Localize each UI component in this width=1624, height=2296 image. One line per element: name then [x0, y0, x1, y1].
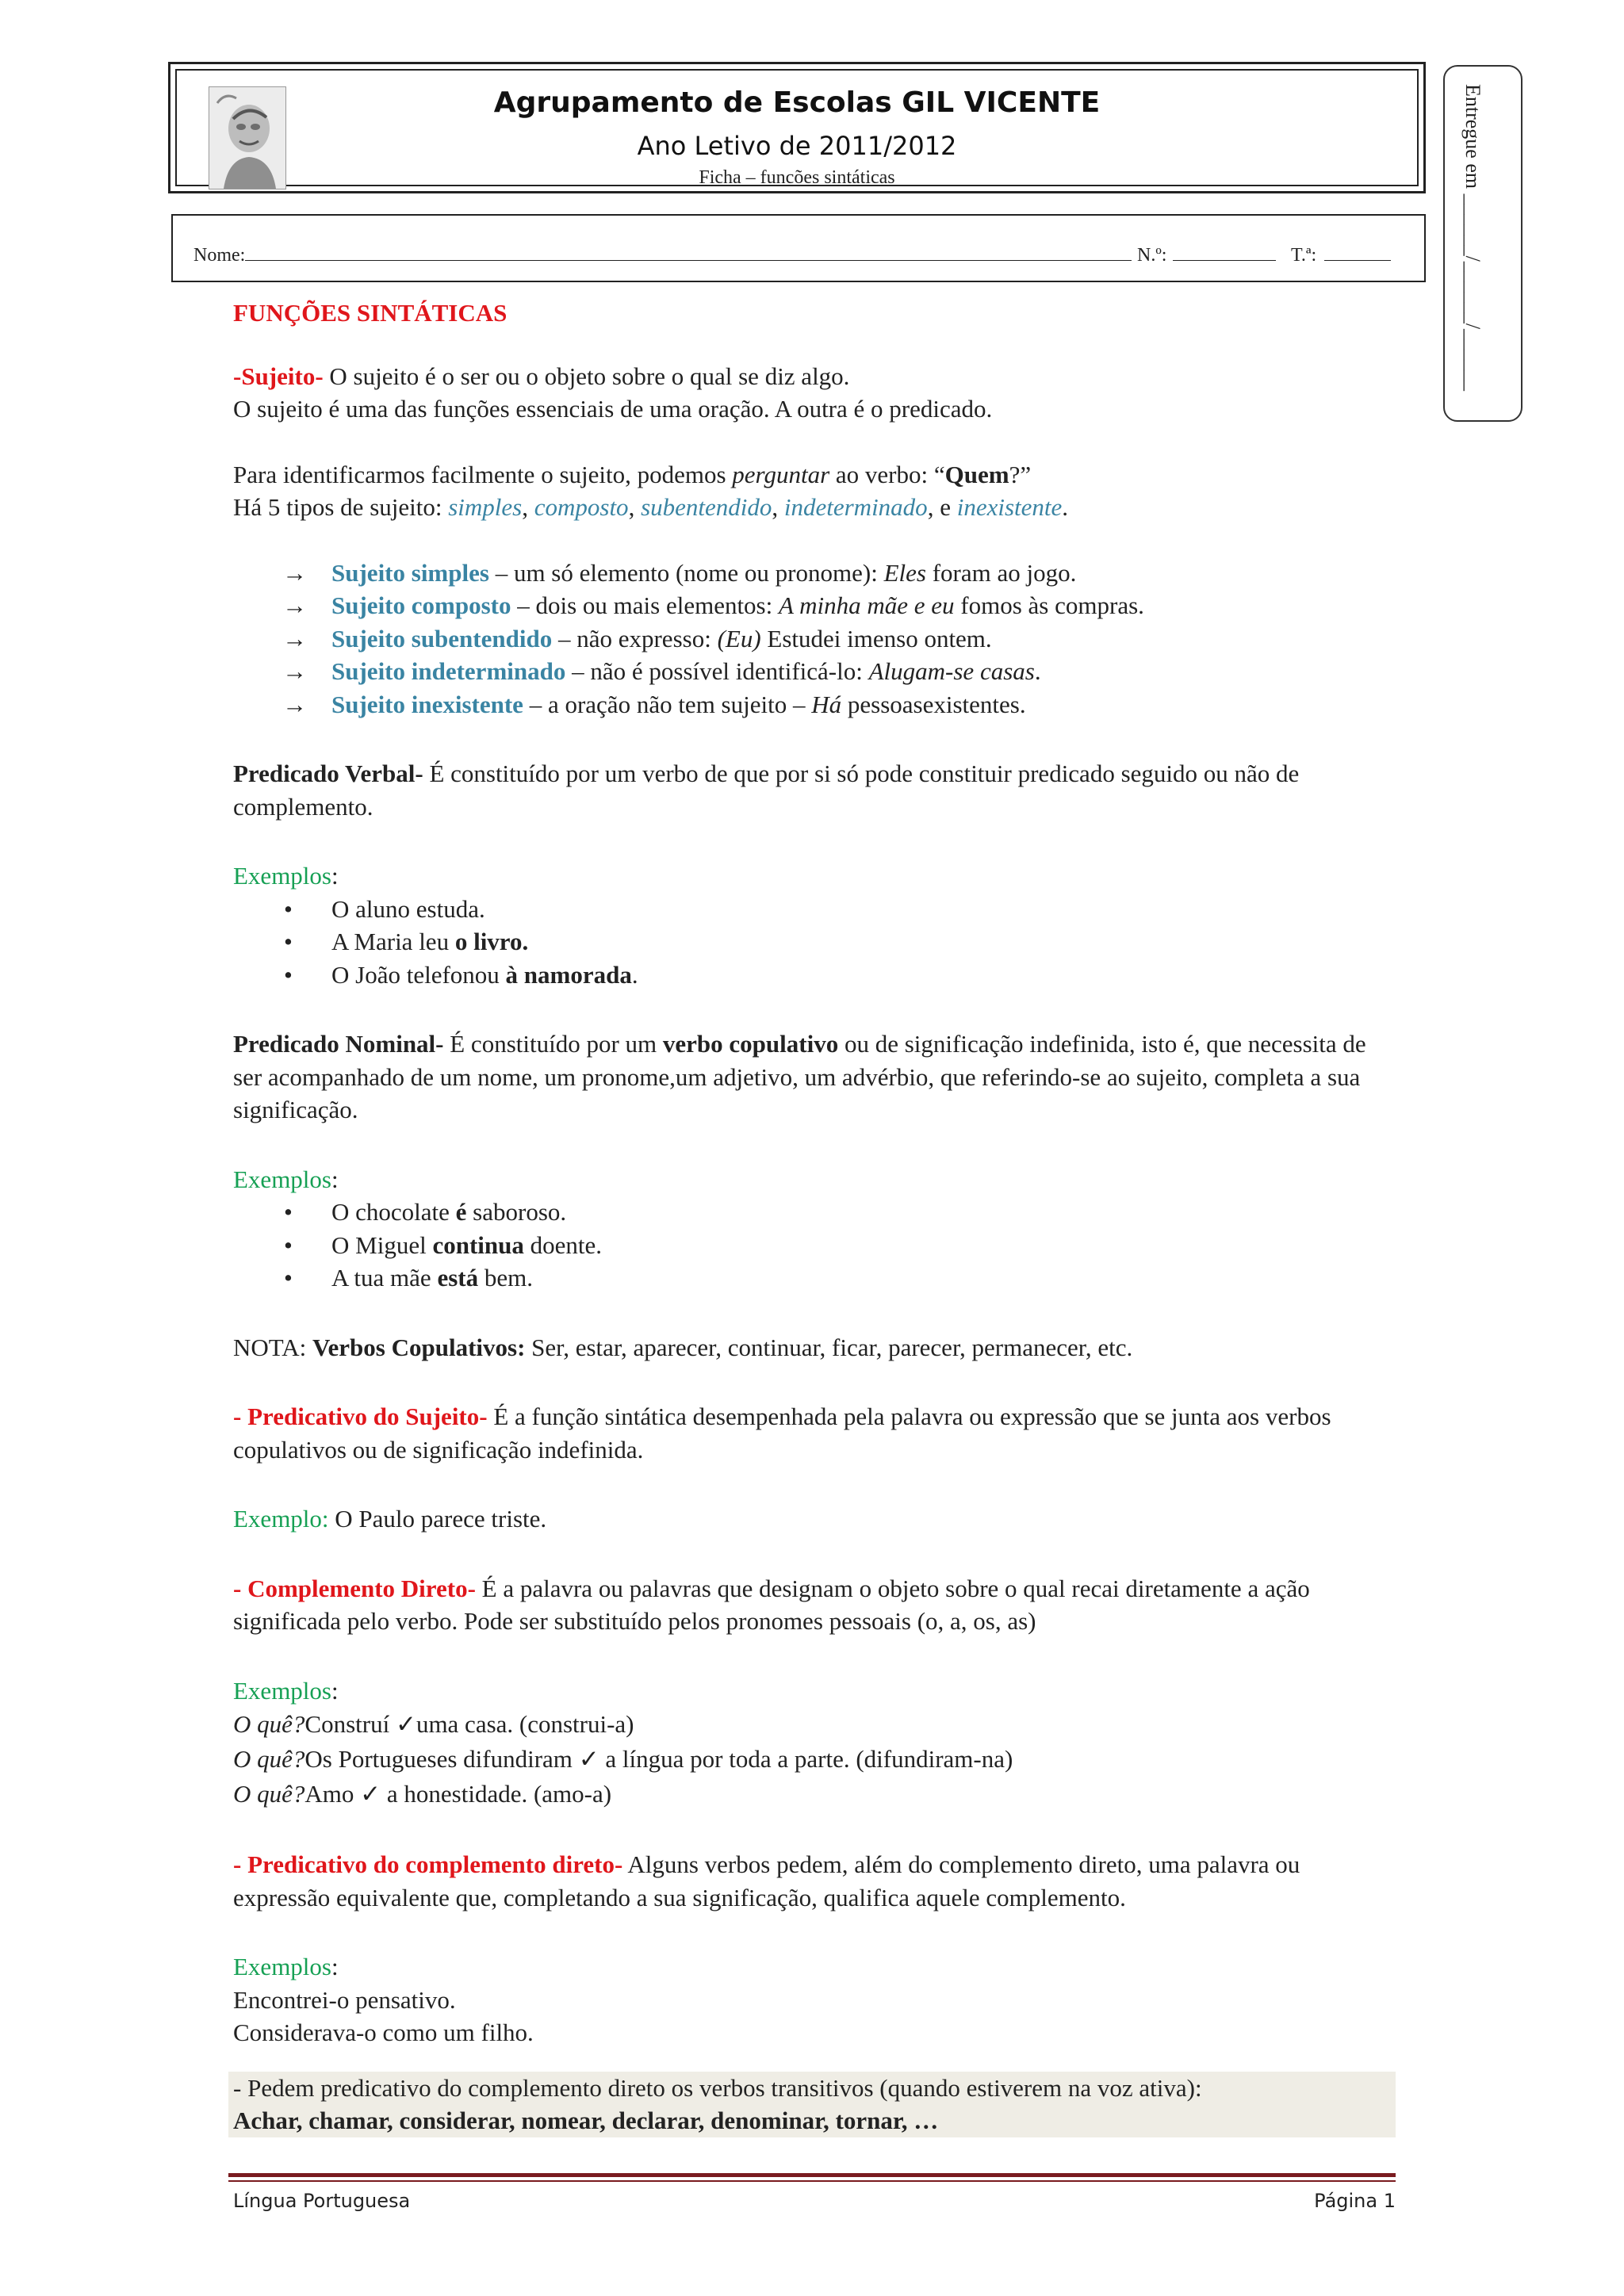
pn-examples-list — [233, 1196, 1396, 1295]
complemento-direto-label: - Complemento Direto- — [233, 1574, 476, 1602]
class-line — [1324, 244, 1391, 261]
name-field[interactable] — [193, 244, 1132, 266]
predicado-nominal: Predicado Nominal- É constituído por um verbo copulativo ou de significação indefinida, isto é, que necessita de ser acompanhado de um nome, um pronome,um adjetivo, um advérbio, que referindo-se ao sujeito, completa a sua significação. — [233, 1030, 1366, 1123]
class-label: T.ª: — [1291, 245, 1317, 266]
predicativo-sujeito: - Predicativo do Sujeito- É a função sintática desempenhada pela palavra ou expressão que se junta aos verbos copulativos ou de significação indefinida. — [233, 1402, 1331, 1464]
predicado-verbal-label: Predicado Verbal- — [233, 760, 423, 787]
arrow-icon: → — [282, 591, 307, 619]
transitive-verbs-note — [228, 2072, 1396, 2137]
number-label: N.º: — [1137, 245, 1167, 266]
sujeito-types-list — [233, 557, 1396, 721]
ps-example: Exemplo: O Paulo parece triste. — [233, 1505, 547, 1533]
sujeito-definition: -Sujeito- O sujeito é o ser ou o objeto sobre o qual se diz algo. — [233, 362, 850, 390]
school-year: Ano Letivo de 2011/2012 — [637, 131, 957, 161]
sujeito-label: -Sujeito- — [233, 362, 324, 390]
footer-rule — [228, 2173, 1396, 2177]
arrow-icon: → — [282, 624, 307, 652]
school-title: Agrupamento de Escolas GIL VICENTE — [493, 86, 1101, 119]
bullet-icon: • — [284, 1230, 293, 1259]
note-line-2: Achar, chamar, considerar, nomear, declarar, denominar, tornar, … — [233, 2107, 939, 2134]
number-line — [1173, 244, 1276, 261]
cd-example-3: O quê?Amo ✓ a honestidade. (amo-a) — [233, 1780, 612, 1808]
arrow-icon: → — [282, 657, 307, 685]
name-line — [245, 244, 1132, 261]
sujeito-types: Há 5 tipos de sujeito: simples, composto, subentendido, indeterminado, e inexistente. — [233, 493, 1069, 521]
list-item: • O chocolate é saboroso. — [233, 1196, 1396, 1229]
pn-examples-heading: Exemplos: — [233, 1165, 339, 1193]
list-item: → Sujeito composto – dois ou mais elementos: A minha mãe e eu fomos às compras. — [233, 589, 1396, 622]
check-icon: ✓ — [578, 1745, 599, 1773]
list-item: → Sujeito indeterminado – não é possível identificá-lo: Alugam-se casas. — [233, 655, 1396, 688]
pv-examples-list — [233, 893, 1396, 992]
delivery-date-tab — [1443, 65, 1522, 422]
bullet-icon: • — [284, 960, 293, 989]
bullet-icon: • — [284, 928, 293, 955]
sujeito-identify: Para identificarmos facilmente o sujeito, podemos perguntar ao verbo: “Quem?” — [233, 460, 1032, 488]
complemento-direto: - Complemento Direto- É a palavra ou palavras que designam o objeto sobre o qual recai diretamente a ação significada pelo verbo. Pode ser substituído pelos pronomes pessoais (o, a, os, as) — [233, 1574, 1310, 1635]
predicativo-sujeito-label: - Predicativo do Sujeito- — [233, 1402, 488, 1430]
note-line-1: - Pedem predicativo do complemento direto os verbos transitivos (quando estiverem na voz ativa): — [233, 2073, 1202, 2102]
class-field[interactable] — [1291, 244, 1391, 266]
predicativo-cd-label: - Predicativo do complemento direto- — [233, 1850, 623, 1878]
pcd-examples-heading: Exemplos: — [233, 1953, 339, 1980]
cd-example-2: O quê?Os Portugueses difundiram ✓ a língua por toda a parte. (difundiram-na) — [233, 1745, 1013, 1773]
list-item: → Sujeito subentendido – não expresso: (Eu) Estudei imenso ontem. — [233, 622, 1396, 656]
list-item: • A Maria leu o livro. — [233, 925, 1396, 959]
cd-examples-heading: Exemplos: — [233, 1676, 339, 1705]
predicado-verbal: Predicado Verbal- É constituído por um verbo de que por si só pode constituir predicado seguido ou não de complemento. — [233, 760, 1300, 821]
list-item: → Sujeito inexistente – a oração não tem sujeito – Há pessoasexistentes. — [233, 688, 1396, 721]
header-box — [168, 62, 1426, 193]
nota-copulativos: NOTA: Verbos Copulativos: Ser, estar, aparecer, continuar, ficar, parecer, permanecer, etc. — [233, 1333, 1133, 1361]
list-item: • O João telefonou à namorada. — [233, 959, 1396, 992]
arrow-icon: → — [282, 558, 307, 587]
footer-page-number: Página 1 — [1314, 2190, 1396, 2212]
sujeito-line2: O sujeito é uma das funções essenciais de uma oração. A outra é o predicado. — [233, 395, 993, 423]
name-label: Nome: — [193, 245, 246, 266]
pcd-example-2: Considerava-o como um filho. — [233, 2019, 534, 2046]
footer-subject: Língua Portuguesa — [233, 2190, 411, 2212]
check-icon: ✓ — [360, 1780, 381, 1808]
cd-example-1: O quê?Construí ✓uma casa. (construi-a) — [233, 1710, 634, 1738]
pv-examples-heading: Exemplos: — [233, 862, 339, 890]
pcd-example-1: Encontrei-o pensativo. — [233, 1985, 456, 2014]
check-icon: ✓ — [395, 1710, 416, 1738]
footer-rule-thin — [228, 2180, 1396, 2182]
delivery-date-text: Entregue em ______/______/______ — [1461, 84, 1484, 392]
header-inner-border — [175, 69, 1419, 186]
number-field[interactable] — [1137, 244, 1276, 266]
bullet-icon: • — [284, 1264, 293, 1292]
bullet-icon: • — [284, 1198, 293, 1226]
predicativo-complemento-direto: - Predicativo do complemento direto- Alguns verbos pedem, além do complemento direto, uma palavra ou expressão equivalente que, completando a sua significação, qualifica aquele complemento. — [233, 1850, 1300, 1911]
document-body — [233, 297, 1396, 2137]
bullet-icon: • — [284, 894, 293, 923]
predicado-nominal-label: Predicado Nominal- — [233, 1030, 444, 1058]
list-item: • O Miguel continua doente. — [233, 1229, 1396, 1262]
list-item: • A tua mãe está bem. — [233, 1261, 1396, 1295]
arrow-icon: → — [282, 690, 307, 718]
page-title: FUNÇÕES SINTÁTICAS — [233, 299, 508, 327]
list-item: • O aluno estuda. — [233, 893, 1396, 926]
list-item: → Sujeito simples – um só elemento (nome ou pronome): Eles foram ao jogo. — [233, 557, 1396, 590]
sheet-subtitle: Ficha – funcões sintáticas — [699, 167, 895, 188]
student-name-form — [171, 214, 1426, 282]
